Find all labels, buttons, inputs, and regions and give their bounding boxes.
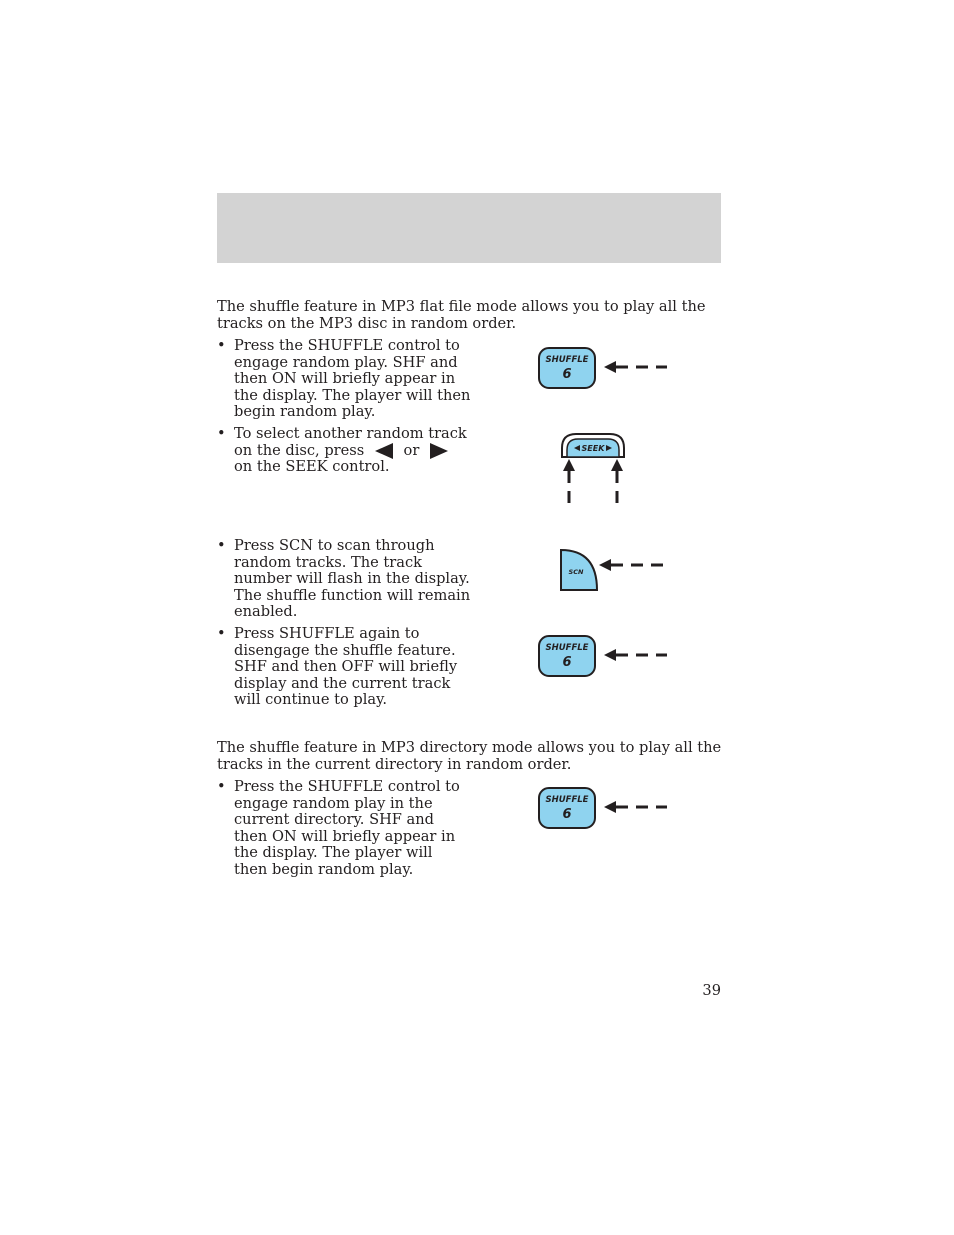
scn-button-figure [558,547,668,593]
flat-mode-intro: The shuffle feature in MP3 flat file mode allows you to play all the tracks on the MP3 disc in random order. [217,298,706,332]
seek-text-end: on the SEEK control. [234,458,390,475]
seek-button-label: SEEK [581,444,605,453]
seek-back-arrow-icon [375,443,393,459]
bullet-dot: • [217,537,226,554]
bullet-dot: • [217,778,226,795]
pointer-arrow-icon [604,361,616,373]
pointer-arrow-icon [604,801,616,813]
shuffle-button-number: 6 [562,807,572,822]
directory-mode-intro: The shuffle feature in MP3 directory mode allows you to play all the tracks in the current directory in random order. [217,739,722,773]
shuffle-button-label: SHUFFLE [545,355,589,365]
up-arrow-icon [611,459,623,471]
pointer-arrow-icon [599,559,611,571]
page-number: 39 [702,982,721,999]
up-arrow-icon [563,459,575,471]
shuffle-button-label: SHUFFLE [545,795,589,805]
shuffle-button-figure [536,633,672,679]
bullet-dot: • [217,625,226,642]
seek-forward-arrow-icon [430,443,448,459]
seek-control-figure [556,430,630,510]
bullet-dot: • [217,425,226,442]
bullet-text-directory-shuffle: Press the SHUFFLE control to engage random play in the current directory. SHF and then ON will briefly appear in the display. The player will then begin random play. [234,778,460,878]
bullet-text-scan: Press SCN to scan through random tracks. The track number will flash in the display. The shuffle function will remain enabled. [234,537,471,620]
scn-button-label: SCN [568,568,584,576]
shuffle-button-number: 6 [562,367,572,382]
seek-text-or: or [403,441,420,459]
shuffle-button-figure [536,345,672,391]
pointer-arrow-icon [604,649,616,661]
bullet-dot: • [217,337,226,354]
bullet-text-seek [234,426,472,476]
shuffle-button-number: 6 [562,655,572,670]
shuffle-button-figure [536,785,672,831]
section-header-band [217,193,721,263]
bullet-text-shuffle-on: Press the SHUFFLE control to engage random play. SHF and then ON will briefly appear in the display. The player will then begin random play. [234,337,471,420]
bullet-text-shuffle-off: Press SHUFFLE again to disengage the shuffle feature. SHF and then OFF will briefly display and the current track will continue to play. [234,625,458,708]
seek-text-start: To select another random track on the disc, press [234,425,467,459]
shuffle-button-label: SHUFFLE [545,643,589,653]
